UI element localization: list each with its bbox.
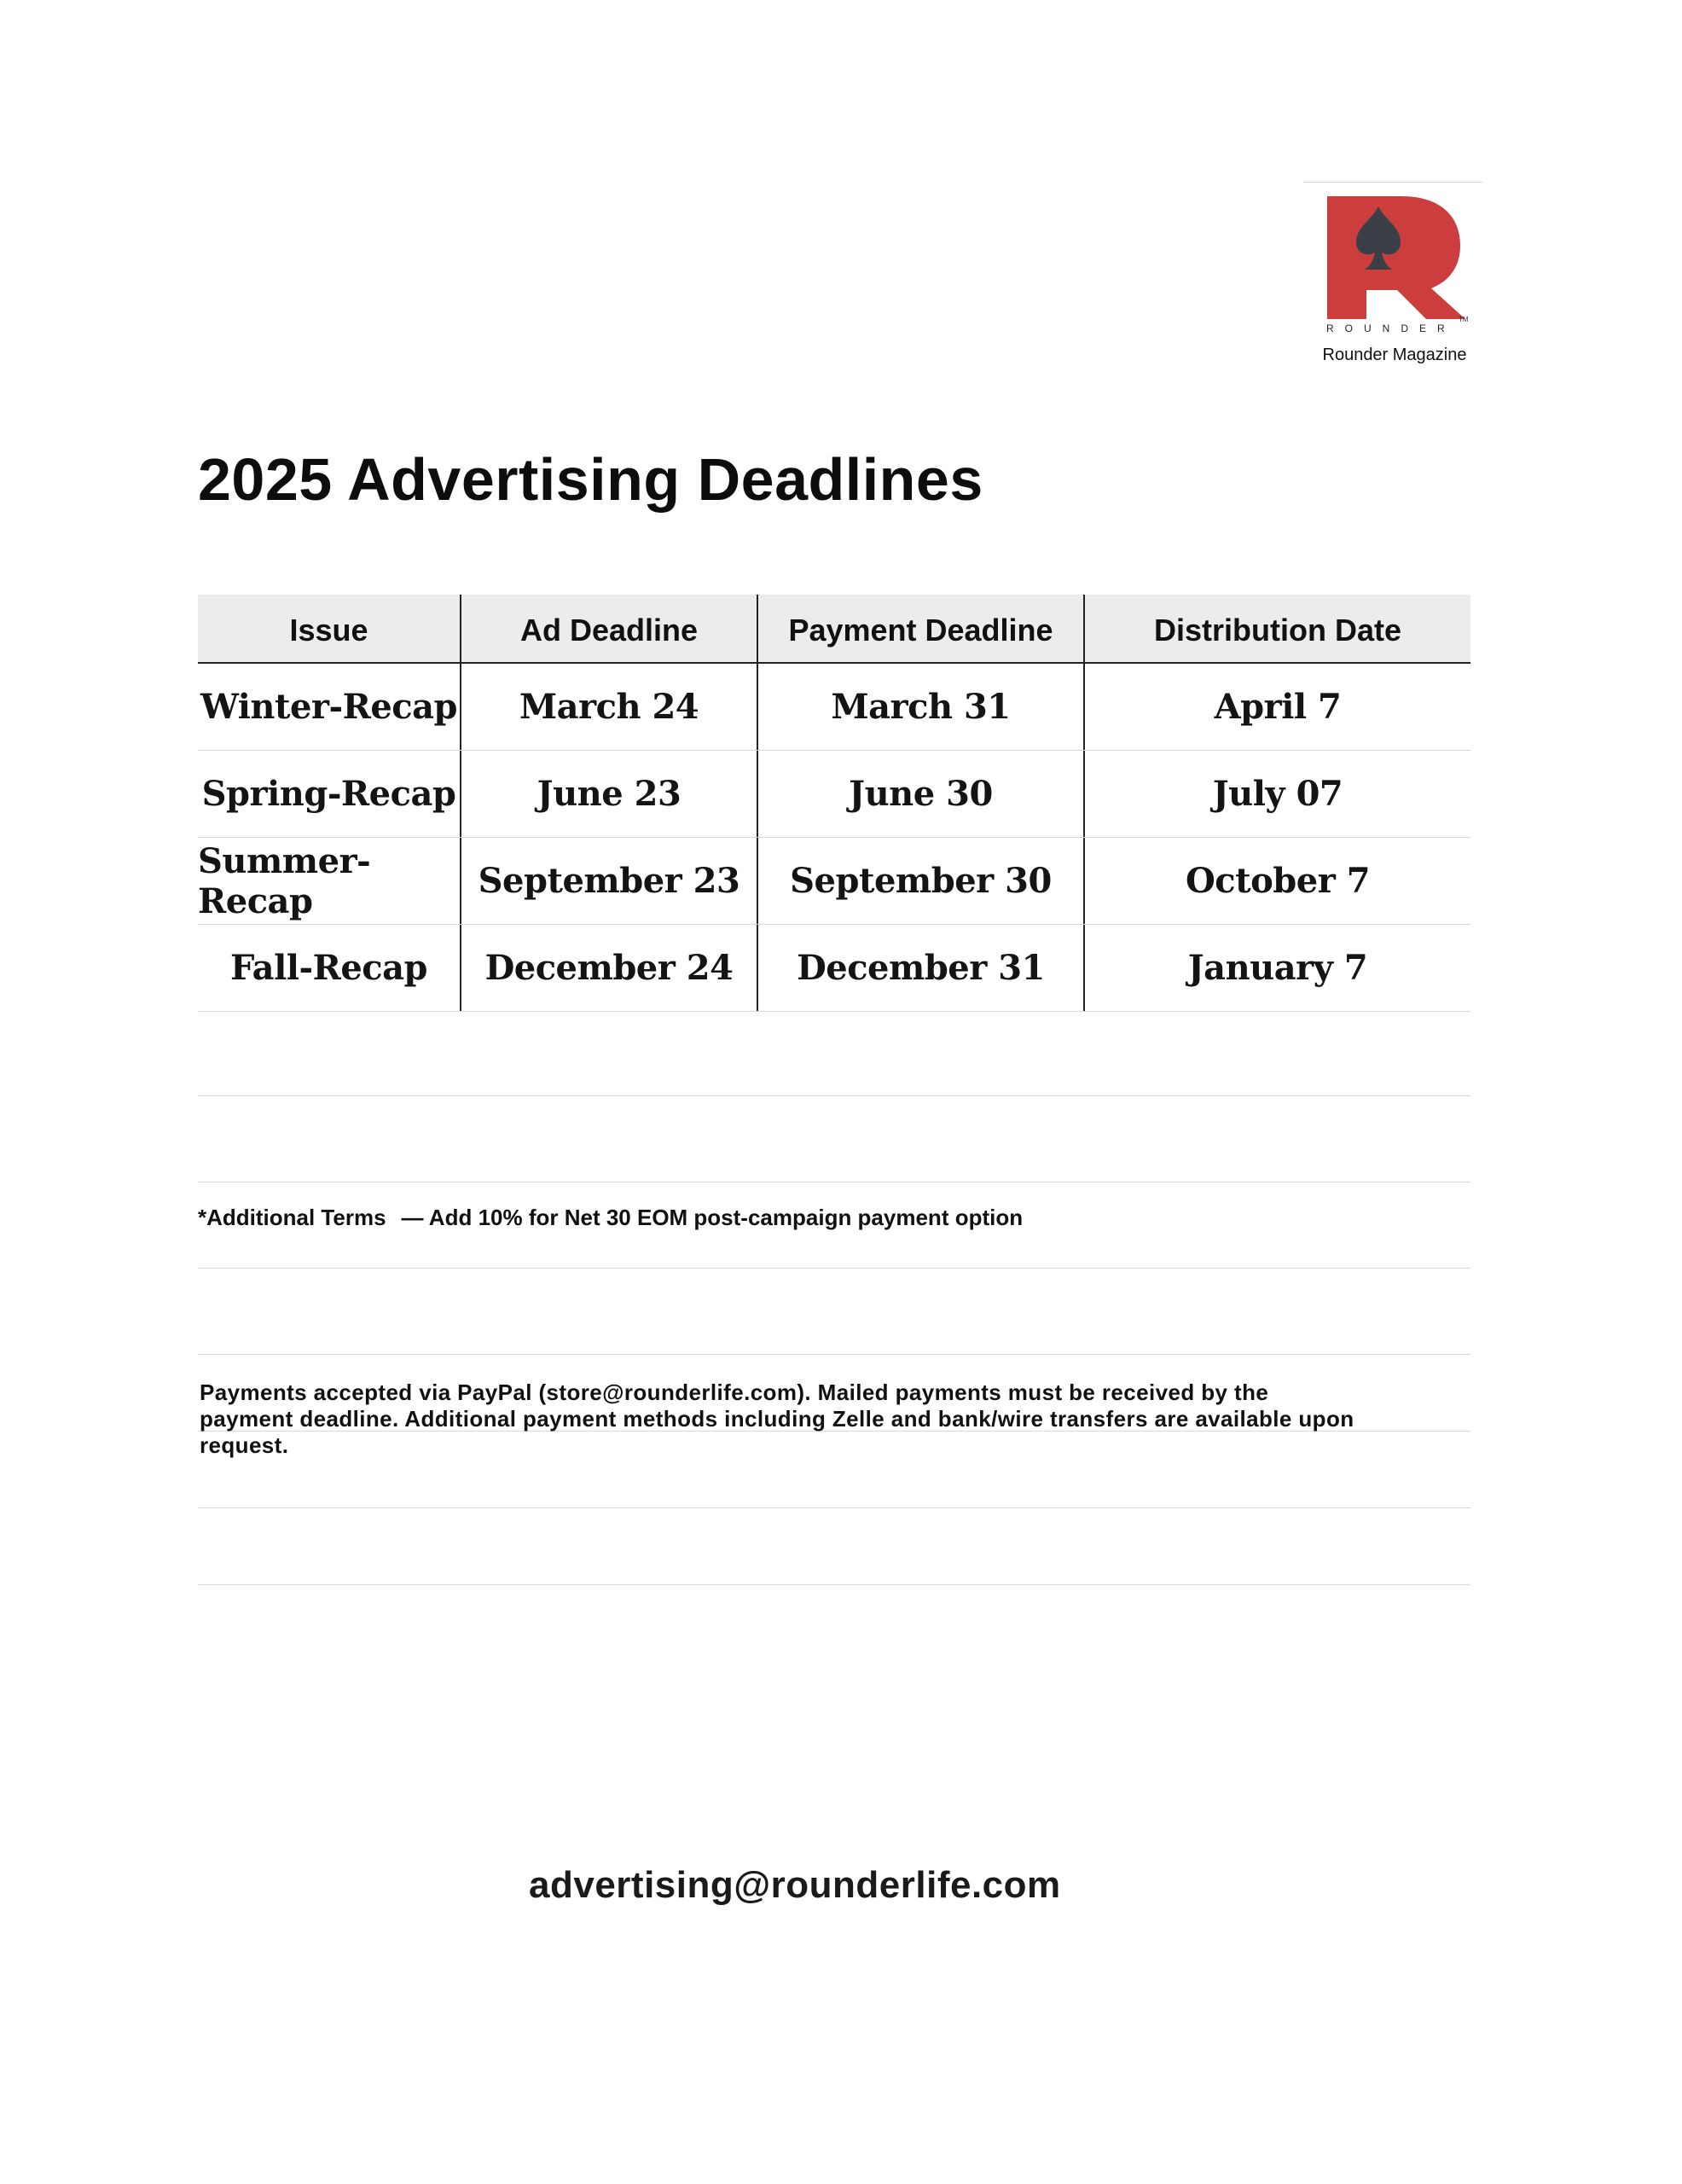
header-payment-deadline: Payment Deadline (758, 595, 1085, 662)
distribution-date-cell: January 7 (1187, 948, 1368, 988)
issue-cell: Spring-Recap (198, 751, 461, 837)
payment-deadline-cell: June 30 (758, 751, 1085, 837)
table-row (198, 838, 1470, 925)
distribution-date-cell: April 7 (1214, 687, 1342, 727)
issue-cell: Fall-Recap (198, 925, 461, 1011)
ad-deadline-cell: December 24 (461, 925, 758, 1011)
issue-cell: Summer-Recap (198, 838, 461, 924)
logo-wordmark: ROUNDER (1326, 322, 1456, 334)
ruled-line (198, 1268, 1470, 1269)
contact-email: advertising@rounderlife.com (529, 1864, 1061, 1906)
terms-label: *Additional Terms (198, 1205, 386, 1230)
payment-deadline-cell: September 30 (758, 838, 1085, 924)
ad-deadline-cell: September 23 (461, 838, 758, 924)
deadlines-table (198, 595, 1470, 1012)
distribution-date-cell: July 07 (1212, 774, 1343, 814)
trademark-symbol: TM (1459, 316, 1469, 323)
table-row (198, 664, 1470, 751)
payment-deadline-cell: December 31 (758, 925, 1085, 1011)
ad-deadline-cell: March 24 (461, 664, 758, 750)
ruled-line (198, 1095, 1470, 1096)
payment-methods-note: Payments accepted via PayPal (store@rounderlife.com). Mailed payments must be received by the payment deadline. Additional payment methods including Zelle and bank/wire transfers are available upon request. (200, 1380, 1354, 1458)
additional-terms (198, 1205, 1023, 1231)
ruled-line (198, 1354, 1470, 1355)
page-title: 2025 Advertising Deadlines (198, 446, 983, 513)
ad-deadline-cell: June 23 (461, 751, 758, 837)
header-distribution-date: Distribution Date (1153, 612, 1401, 648)
rounder-r-logo-graphic (1322, 195, 1467, 322)
table-row (198, 751, 1470, 838)
rounder-logo (1322, 195, 1467, 335)
logo-caption: Rounder Magazine (1322, 346, 1467, 364)
table-header-row (198, 595, 1470, 664)
ruled-line (198, 1584, 1470, 1585)
ruled-line (198, 1507, 1470, 1508)
table-row (198, 925, 1470, 1012)
distribution-date-cell: October 7 (1185, 861, 1371, 901)
payment-deadline-cell: March 31 (758, 664, 1085, 750)
header-ad-deadline: Ad Deadline (461, 595, 758, 662)
terms-text: — Add 10% for Net 30 EOM post-campaign payment option (401, 1205, 1024, 1230)
issue-cell: Winter-Recap (198, 664, 461, 750)
header-issue: Issue (198, 595, 461, 662)
logo-divider (1303, 182, 1482, 183)
